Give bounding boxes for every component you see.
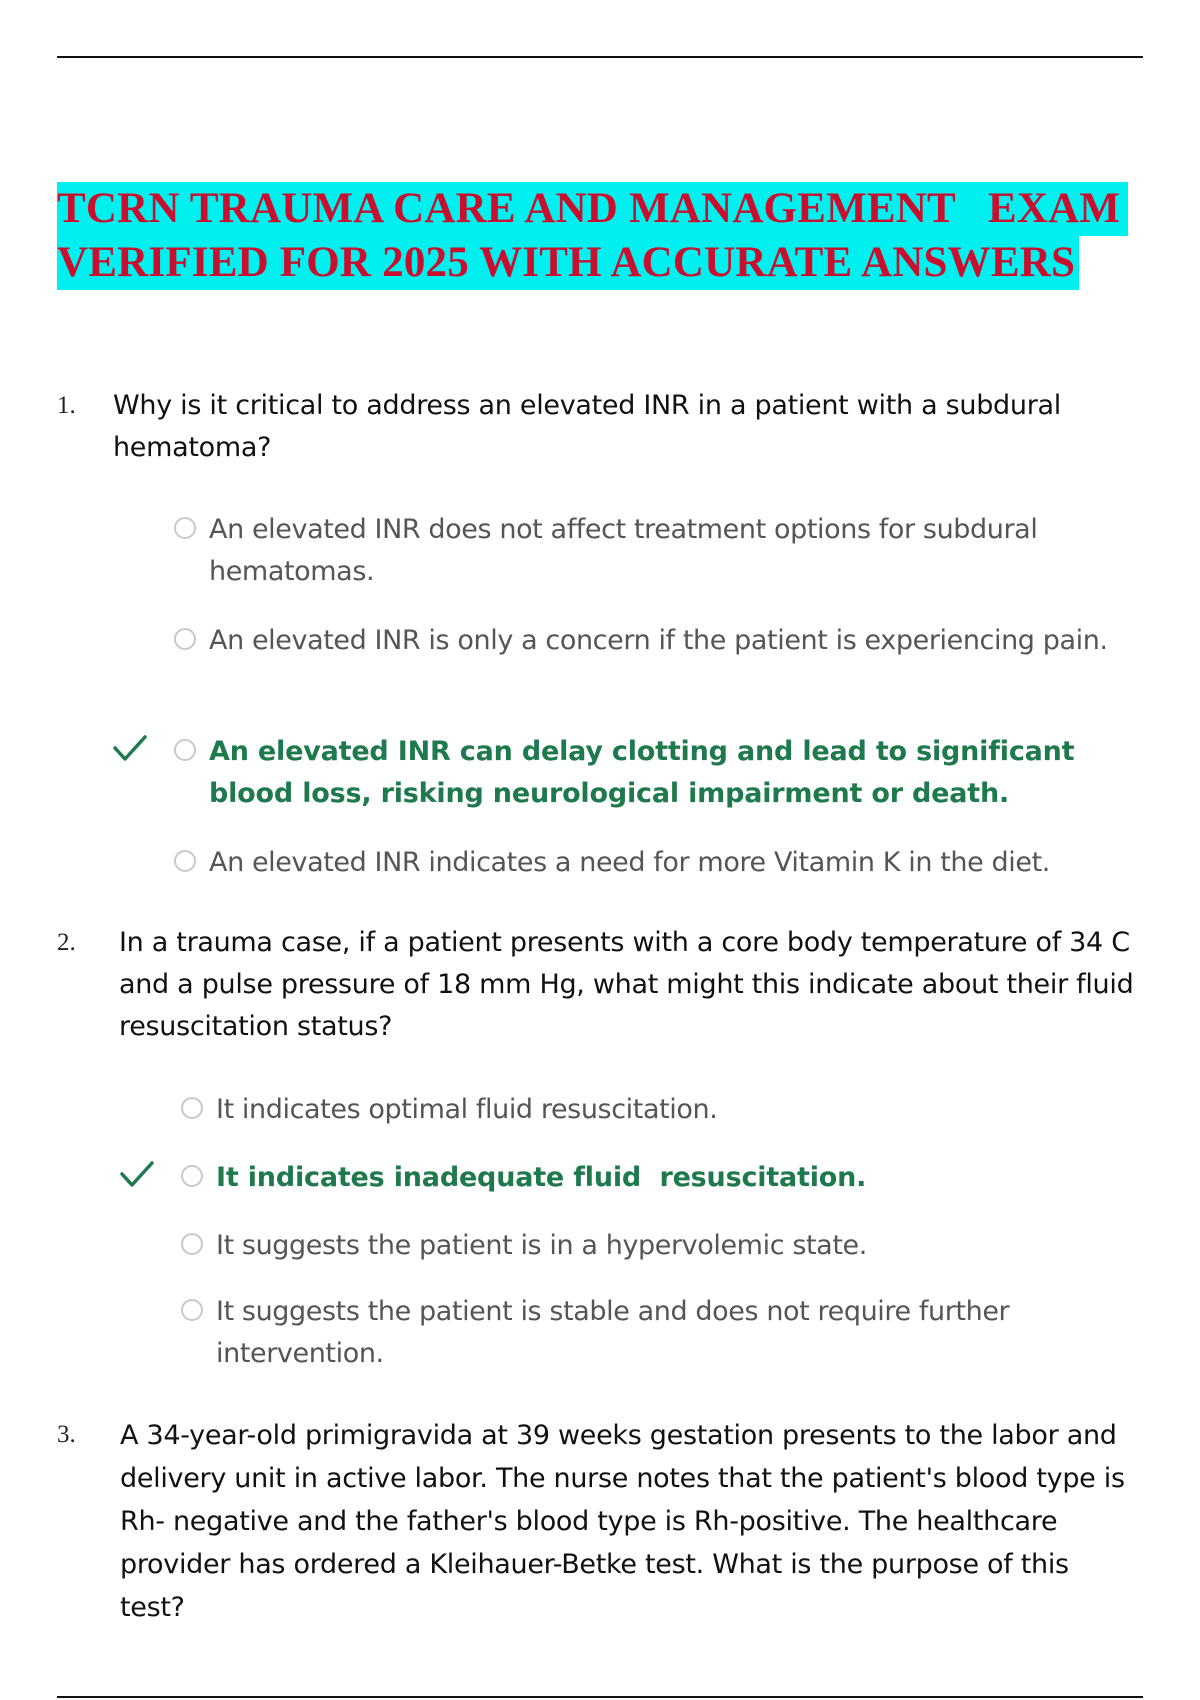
answer-text: An elevated INR indicates a need for more Vitamin K in the diet. — [209, 847, 1050, 878]
checkmark-icon — [119, 1159, 155, 1189]
question-text: Why is it critical to address an elevated INR in a patient with a subdural hematoma? — [113, 390, 1061, 463]
answer-text: It indicates inadequate fluid resuscitation. — [216, 1162, 867, 1193]
answer-text: It indicates optimal fluid resuscitation. — [216, 1094, 718, 1125]
bottom-divider — [57, 1696, 1143, 1698]
radio-circle-icon[interactable] — [174, 517, 196, 539]
radio-circle-icon[interactable] — [181, 1233, 203, 1255]
answer-text: An elevated INR is only a concern if the patient is experiencing pain. — [209, 625, 1108, 656]
radio-circle-icon[interactable] — [174, 739, 196, 761]
answer-text: An elevated INR does not affect treatment options for subdural hematomas. — [209, 514, 1038, 587]
title-line-1: TCRN TRAUMA CARE AND MANAGEMENT EXAM — [57, 182, 1128, 236]
answer-text: It suggests the patient is in a hypervolemic state. — [216, 1230, 867, 1261]
radio-circle-icon[interactable] — [181, 1165, 203, 1187]
document-title — [57, 182, 1157, 290]
question-number: 1. — [57, 392, 76, 419]
question-text: A 34-year-old primigravida at 39 weeks gestation presents to the labor and delivery unit in active labor. The nurse notes that the patient's blood type is Rh- negative and the father's blood type is Rh-positive. The healthcare provider has ordered a Kleihauer-Betke test. What is the purpose of this test? — [120, 1420, 1125, 1623]
title-line-2: VERIFIED FOR 2025 WITH ACCURATE ANSWERS — [57, 236, 1079, 290]
top-divider — [57, 56, 1143, 58]
radio-circle-icon[interactable] — [174, 628, 196, 650]
radio-circle-icon[interactable] — [181, 1097, 203, 1119]
checkmark-icon — [112, 733, 148, 763]
radio-circle-icon[interactable] — [181, 1299, 203, 1321]
question-number: 2. — [57, 929, 76, 956]
answer-text: It suggests the patient is stable and does not require further intervention. — [216, 1296, 1010, 1369]
radio-circle-icon[interactable] — [174, 850, 196, 872]
question-text: In a trauma case, if a patient presents with a core body temperature of 34 C and a pulse pressure of 18 mm Hg, what might this indicate about their fluid resuscitation status? — [119, 927, 1134, 1042]
answer-text: An elevated INR can delay clotting and lead to significant blood loss, risking neurological impairment or death. — [209, 736, 1075, 809]
question-number: 3. — [57, 1421, 76, 1448]
